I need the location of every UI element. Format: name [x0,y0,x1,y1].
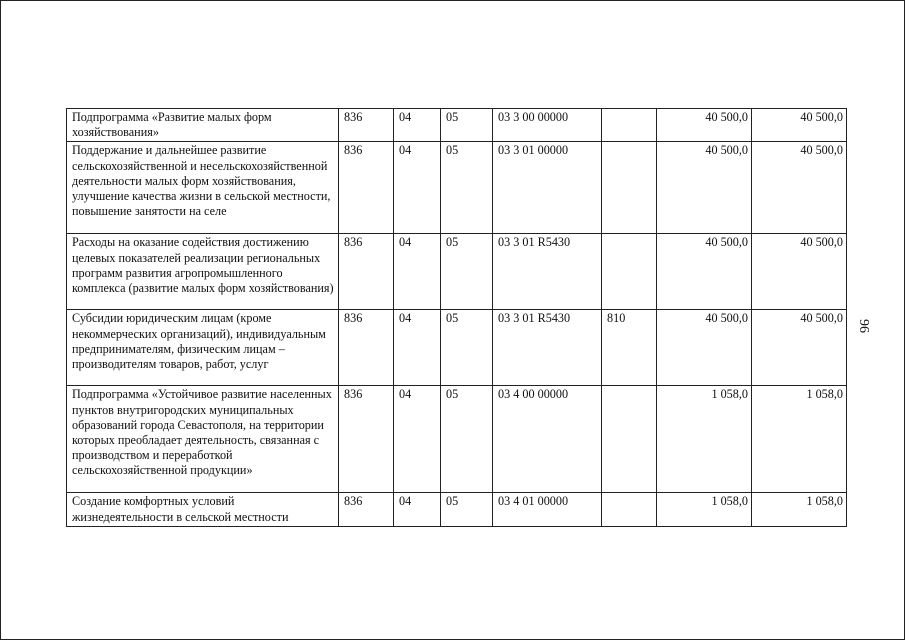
ministry-code-cell: 836 [339,109,394,142]
target-article-cell: 03 3 01 R5430 [493,234,602,310]
expense-type-cell [602,142,657,234]
ministry-code-cell: 836 [339,234,394,310]
table-row [67,109,847,142]
amount-year-1-cell: 1 058,0 [657,386,752,493]
expense-type-cell [602,493,657,526]
target-article-cell: 03 4 00 00000 [493,386,602,493]
amount-year-2-cell: 40 500,0 [752,142,847,234]
ministry-code-cell: 836 [339,310,394,386]
subsection-code-cell: 05 [441,234,493,310]
budget-table-body [67,109,847,527]
table-row [67,493,847,526]
amount-year-2-cell: 1 058,0 [752,493,847,526]
subsection-code-cell: 05 [441,310,493,386]
amount-year-1-cell: 40 500,0 [657,109,752,142]
target-article-cell: 03 3 01 R5430 [493,310,602,386]
target-article-cell: 03 3 00 00000 [493,109,602,142]
expense-type-cell: 810 [602,310,657,386]
section-code-cell: 04 [394,234,441,310]
row-name-cell: Создание комфортных условий жизнедеятельности в сельской местности [67,493,339,526]
amount-year-1-cell: 40 500,0 [657,310,752,386]
subsection-code-cell: 05 [441,493,493,526]
amount-year-2-cell: 40 500,0 [752,234,847,310]
section-code-cell: 04 [394,310,441,386]
expense-type-cell [602,234,657,310]
ministry-code-cell: 836 [339,386,394,493]
subsection-code-cell: 05 [441,109,493,142]
section-code-cell: 04 [394,386,441,493]
table-row [67,310,847,386]
row-name-cell: Подпрограмма «Устойчивое развитие населенных пунктов внутригородских муниципальных образований города Севастополя, на территории которых преобладает деятельность, связанная с производством и переработкой сельскохозяйственной продукции» [67,386,339,493]
amount-year-1-cell: 40 500,0 [657,142,752,234]
amount-year-1-cell: 1 058,0 [657,493,752,526]
ministry-code-cell: 836 [339,493,394,526]
section-code-cell: 04 [394,493,441,526]
subsection-code-cell: 05 [441,142,493,234]
target-article-cell: 03 3 01 00000 [493,142,602,234]
amount-year-2-cell: 1 058,0 [752,386,847,493]
row-name-cell: Субсидии юридическим лицам (кроме некоммерческих организаций), индивидуальным предпринимателям, физическим лицам – производителям товаров, работ, услуг [67,310,339,386]
section-code-cell: 04 [394,142,441,234]
amount-year-2-cell: 40 500,0 [752,109,847,142]
target-article-cell: 03 4 01 00000 [493,493,602,526]
expense-type-cell [602,109,657,142]
amount-year-1-cell: 40 500,0 [657,234,752,310]
expense-type-cell [602,386,657,493]
budget-table [66,108,847,527]
section-code-cell: 04 [394,109,441,142]
table-row [67,386,847,493]
row-name-cell: Расходы на оказание содействия достижению целевых показателей реализации региональных программ развития агропромышленного комплекса (развитие малых форм хозяйствования) [67,234,339,310]
amount-year-2-cell: 40 500,0 [752,310,847,386]
row-name-cell: Подпрограмма «Развитие малых форм хозяйствования» [67,109,339,142]
row-name-cell: Поддержание и дальнейшее развитие сельскохозяйственной и несельскохозяйственной деятельности малых форм хозяйствования, улучшение качества жизни в сельской местности, повышение занятости на селе [67,142,339,234]
table-row [67,234,847,310]
page-number: 96 [856,319,871,333]
table-row [67,142,847,234]
ministry-code-cell: 836 [339,142,394,234]
subsection-code-cell: 05 [441,386,493,493]
